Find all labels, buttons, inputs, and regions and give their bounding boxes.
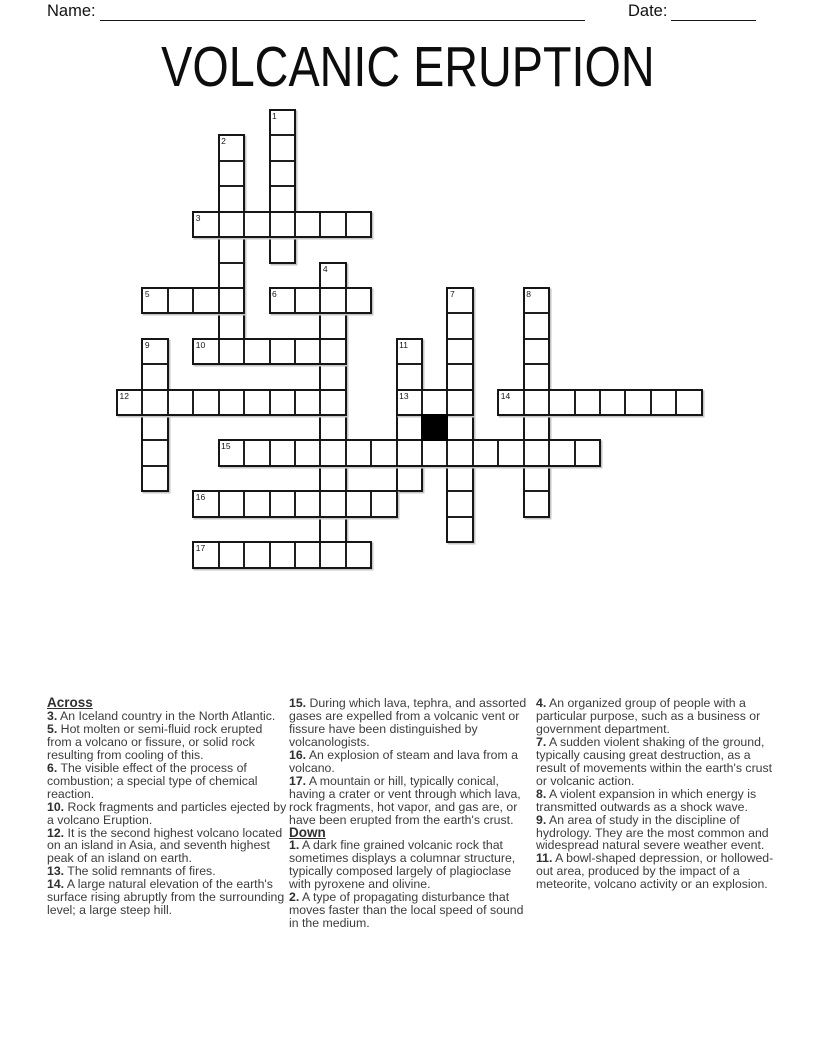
grid-cell[interactable] — [218, 391, 243, 414]
grid-cell[interactable] — [243, 543, 268, 566]
grid-cell[interactable] — [525, 490, 548, 515]
clue-2: 2. A type of propagating disturbance that moves faster than the local speed of sound in the medium. — [289, 890, 524, 931]
grid-cell[interactable] — [243, 391, 268, 414]
cell-number: 3 — [195, 212, 201, 223]
grid-cell[interactable] — [194, 340, 217, 363]
clue-5: 5. Hot molten or semi-fluid rock erupted from a volcano or fissure, or solid rock resulting from cooling of this. — [47, 721, 263, 762]
cell-number: 6 — [272, 288, 277, 299]
grid-cell[interactable] — [319, 289, 344, 312]
grid-cell[interactable] — [574, 391, 599, 414]
clue-7: 7. A sudden violent shaking of the ground, typically causing great destruction, as a result of movements within the earth's crust or volcanic action. — [536, 734, 773, 788]
grid-cell[interactable] — [624, 391, 649, 414]
clue-8: 8. A violent expansion in which energy is transmitted outwards as a shock wave. — [536, 786, 757, 814]
grid-cell[interactable] — [398, 465, 421, 490]
grid-cell[interactable] — [271, 134, 294, 159]
grid-cell[interactable] — [398, 340, 421, 363]
clue-6: 6. The visible effect of the process of combustion; a special type of chemical reaction. — [47, 760, 258, 801]
grid-cell[interactable] — [319, 492, 344, 515]
grid-cell[interactable] — [345, 441, 370, 464]
date-label: Date: — [628, 2, 668, 20]
word-14-across — [497, 389, 702, 416]
cell-number: 2 — [221, 136, 226, 147]
grid-cell[interactable] — [269, 441, 294, 464]
grid-cell[interactable] — [271, 111, 294, 134]
grid-cell[interactable] — [269, 340, 294, 363]
grid-cell[interactable] — [525, 414, 548, 439]
grid-cell[interactable] — [294, 289, 319, 312]
page-title: VOLCANIC ERUPTION — [161, 35, 655, 99]
grid-cell[interactable] — [269, 391, 294, 414]
grid-cell[interactable] — [192, 289, 217, 312]
clue-10: 10. Rock fragments and particles ejected by a volcano Eruption. — [47, 799, 287, 827]
clue-column-1 — [47, 697, 287, 917]
cell-number: 14 — [500, 390, 511, 401]
cell-number: 9 — [144, 339, 150, 350]
grid-cell[interactable] — [143, 439, 166, 464]
clue-16: 16. An explosion of steam and lava from a volcano. — [289, 747, 519, 775]
grid-cell[interactable] — [548, 441, 573, 464]
cell-number: 10 — [195, 339, 206, 350]
grid-cell[interactable] — [472, 441, 497, 464]
grid-cell[interactable] — [218, 340, 243, 363]
cell-number: 17 — [195, 543, 206, 554]
grid-cell[interactable] — [525, 289, 548, 312]
grid-cell[interactable] — [143, 340, 166, 363]
grid-cell[interactable] — [218, 289, 243, 312]
grid-cell[interactable] — [194, 543, 217, 566]
grid-cell[interactable] — [398, 391, 421, 414]
grid-cell[interactable] — [421, 391, 446, 414]
grid-cell[interactable] — [525, 338, 548, 363]
grid-cell[interactable] — [599, 391, 624, 414]
clue-list-header: Down — [289, 824, 326, 840]
name-label: Name: — [47, 2, 96, 20]
grid-cell[interactable] — [525, 312, 548, 337]
cell-number: 16 — [195, 492, 206, 503]
grid-cell[interactable] — [448, 312, 471, 337]
word-5-across — [141, 287, 245, 314]
grid-cell[interactable] — [194, 213, 217, 236]
grid-cell[interactable] — [448, 338, 471, 363]
word-16-across — [192, 490, 397, 517]
clue-1: 1. A dark fine grained volcanic rock that sometimes displays a columnar structure, typically composed largely of plagioclase with pyroxene and olivine. — [289, 838, 516, 892]
grid-cell[interactable] — [269, 213, 294, 236]
grid-cell[interactable] — [370, 441, 395, 464]
clue-column-3 — [536, 697, 779, 891]
grid-cell[interactable] — [548, 391, 573, 414]
word-2-down — [218, 134, 245, 365]
grid-cell[interactable] — [294, 492, 319, 515]
grid-cell[interactable] — [192, 391, 217, 414]
cell-number: 8 — [526, 288, 531, 299]
clue-list-header: Across — [47, 695, 93, 710]
grid-cell[interactable] — [321, 312, 344, 337]
grid-cell[interactable] — [243, 492, 268, 515]
clue-14: 14. A large natural elevation of the earth's surface rising abruptly from the surrounding level; a large steep hill. — [47, 877, 285, 918]
word-12-across — [116, 389, 347, 416]
grid-cell[interactable] — [220, 136, 243, 159]
grid-cell[interactable] — [398, 414, 421, 439]
cell-number: 7 — [449, 288, 455, 299]
grid-cell[interactable] — [370, 492, 395, 515]
grid-cell[interactable] — [220, 185, 243, 210]
grid-cell[interactable] — [220, 312, 243, 337]
word-10-across — [192, 338, 347, 365]
word-15-across — [218, 439, 601, 466]
clue-13: 13. The solid remnants of fires. — [47, 864, 216, 879]
grid-cell[interactable] — [650, 391, 675, 414]
grid-cell[interactable] — [448, 289, 471, 312]
grid-cell[interactable] — [167, 289, 192, 312]
grid-cell[interactable] — [220, 441, 243, 464]
clue-4: 4. An organized group of people with a particular purpose, such as a business or government department. — [536, 696, 761, 736]
grid-cell[interactable] — [220, 262, 243, 287]
clue-15: 15. During which lava, tephra, and assorted gases are expelled from a volcanic vent or fissure have been distinguished by volcanologists. — [289, 696, 527, 749]
word-17-across — [192, 541, 372, 568]
grid-cell[interactable] — [271, 289, 294, 312]
grid-cell[interactable] — [243, 441, 268, 464]
cell-number: 11 — [399, 339, 408, 350]
grid-cell[interactable] — [220, 236, 243, 261]
grid-cell[interactable] — [448, 414, 471, 439]
cell-number: 15 — [221, 441, 231, 452]
grid-cell[interactable] — [319, 441, 344, 464]
grid-cell[interactable] — [218, 213, 243, 236]
grid-cell[interactable] — [294, 340, 319, 363]
grid-cell[interactable] — [319, 543, 344, 566]
word-3-across — [192, 211, 372, 238]
grid-cell[interactable] — [345, 543, 370, 566]
grid-cell[interactable] — [118, 391, 141, 414]
grid-cell[interactable] — [269, 543, 294, 566]
grid-cell[interactable] — [499, 391, 522, 414]
word-13-across — [396, 389, 474, 416]
grid-cell[interactable] — [143, 363, 166, 388]
grid-cell[interactable] — [321, 465, 344, 490]
grid-cell[interactable] — [143, 465, 166, 490]
grid-cell[interactable] — [321, 414, 344, 439]
grid-cell[interactable] — [345, 213, 370, 236]
grid-cell[interactable] — [294, 543, 319, 566]
grid-cell[interactable] — [321, 363, 344, 388]
cell-number: 13 — [399, 390, 409, 401]
grid-cell[interactable] — [269, 492, 294, 515]
clue-3: 3. An Iceland country in the North Atlantic. — [47, 708, 276, 723]
grid-cell[interactable] — [243, 340, 268, 363]
grid-cell[interactable] — [523, 391, 548, 414]
grid-cell[interactable] — [319, 340, 344, 363]
grid-cell[interactable] — [497, 441, 522, 464]
cell-number: 1 — [272, 111, 277, 121]
clue-9: 9. An area of study in the discipline of hydrology. They are the most common and widespread natural severe weather event. — [536, 812, 769, 853]
grid-cell[interactable] — [167, 391, 192, 414]
grid-cell[interactable] — [675, 391, 700, 414]
cell-number: 12 — [119, 390, 129, 401]
grid-cell[interactable] — [141, 391, 166, 414]
grid-cell[interactable] — [448, 465, 471, 490]
clue-12: 12. It is the second highest volcano located on an island in Asia, and seventh highest peak of an island on earth. — [47, 825, 283, 866]
grid-cell[interactable] — [398, 363, 421, 388]
grid-cell[interactable] — [294, 391, 319, 414]
grid-cell[interactable] — [194, 492, 217, 515]
grid-cell[interactable] — [525, 363, 548, 388]
grid-cell[interactable] — [321, 516, 344, 541]
grid-cell[interactable] — [294, 213, 319, 236]
clue-11: 11. A bowl-shaped depression, or hollowed-out area, produced by the impact of a meteorite, volcano activity or an explosion. — [536, 851, 774, 892]
grid-cell[interactable] — [448, 490, 471, 515]
grid-cell[interactable] — [319, 391, 344, 414]
grid-cell[interactable] — [448, 363, 471, 388]
grid-cell[interactable] — [218, 543, 243, 566]
black-cell — [421, 414, 448, 441]
clue-column-2 — [289, 697, 532, 930]
grid-cell[interactable] — [271, 160, 294, 185]
cell-number: 5 — [144, 288, 150, 299]
grid-cell[interactable] — [143, 289, 166, 312]
grid-cell[interactable] — [396, 441, 421, 464]
grid-cell[interactable] — [218, 492, 243, 515]
grid-cell[interactable] — [525, 465, 548, 490]
grid-cell[interactable] — [271, 236, 294, 261]
grid-cell[interactable] — [143, 414, 166, 439]
grid-cell[interactable] — [446, 391, 471, 414]
word-1-down — [269, 109, 296, 264]
grid-cell[interactable] — [446, 441, 471, 464]
grid-cell[interactable] — [294, 441, 319, 464]
grid-cell[interactable] — [574, 441, 599, 464]
grid-cell[interactable] — [523, 441, 548, 464]
cell-number: 4 — [322, 263, 328, 274]
grid-cell[interactable] — [421, 441, 446, 464]
grid-cell[interactable] — [321, 264, 344, 287]
grid-cell[interactable] — [220, 160, 243, 185]
word-6-across — [269, 287, 373, 314]
grid-cell[interactable] — [271, 185, 294, 210]
grid-cell[interactable] — [448, 516, 471, 541]
grid-cell[interactable] — [345, 492, 370, 515]
grid-cell[interactable] — [243, 213, 268, 236]
clue-17: 17. A mountain or hill, typically conical, having a crater or vent through which lava, rock fragments, hot vapor, and gas are, or have been erupted from the earth's crust. — [289, 773, 521, 827]
grid-cell[interactable] — [345, 289, 370, 312]
grid-cell[interactable] — [319, 213, 344, 236]
